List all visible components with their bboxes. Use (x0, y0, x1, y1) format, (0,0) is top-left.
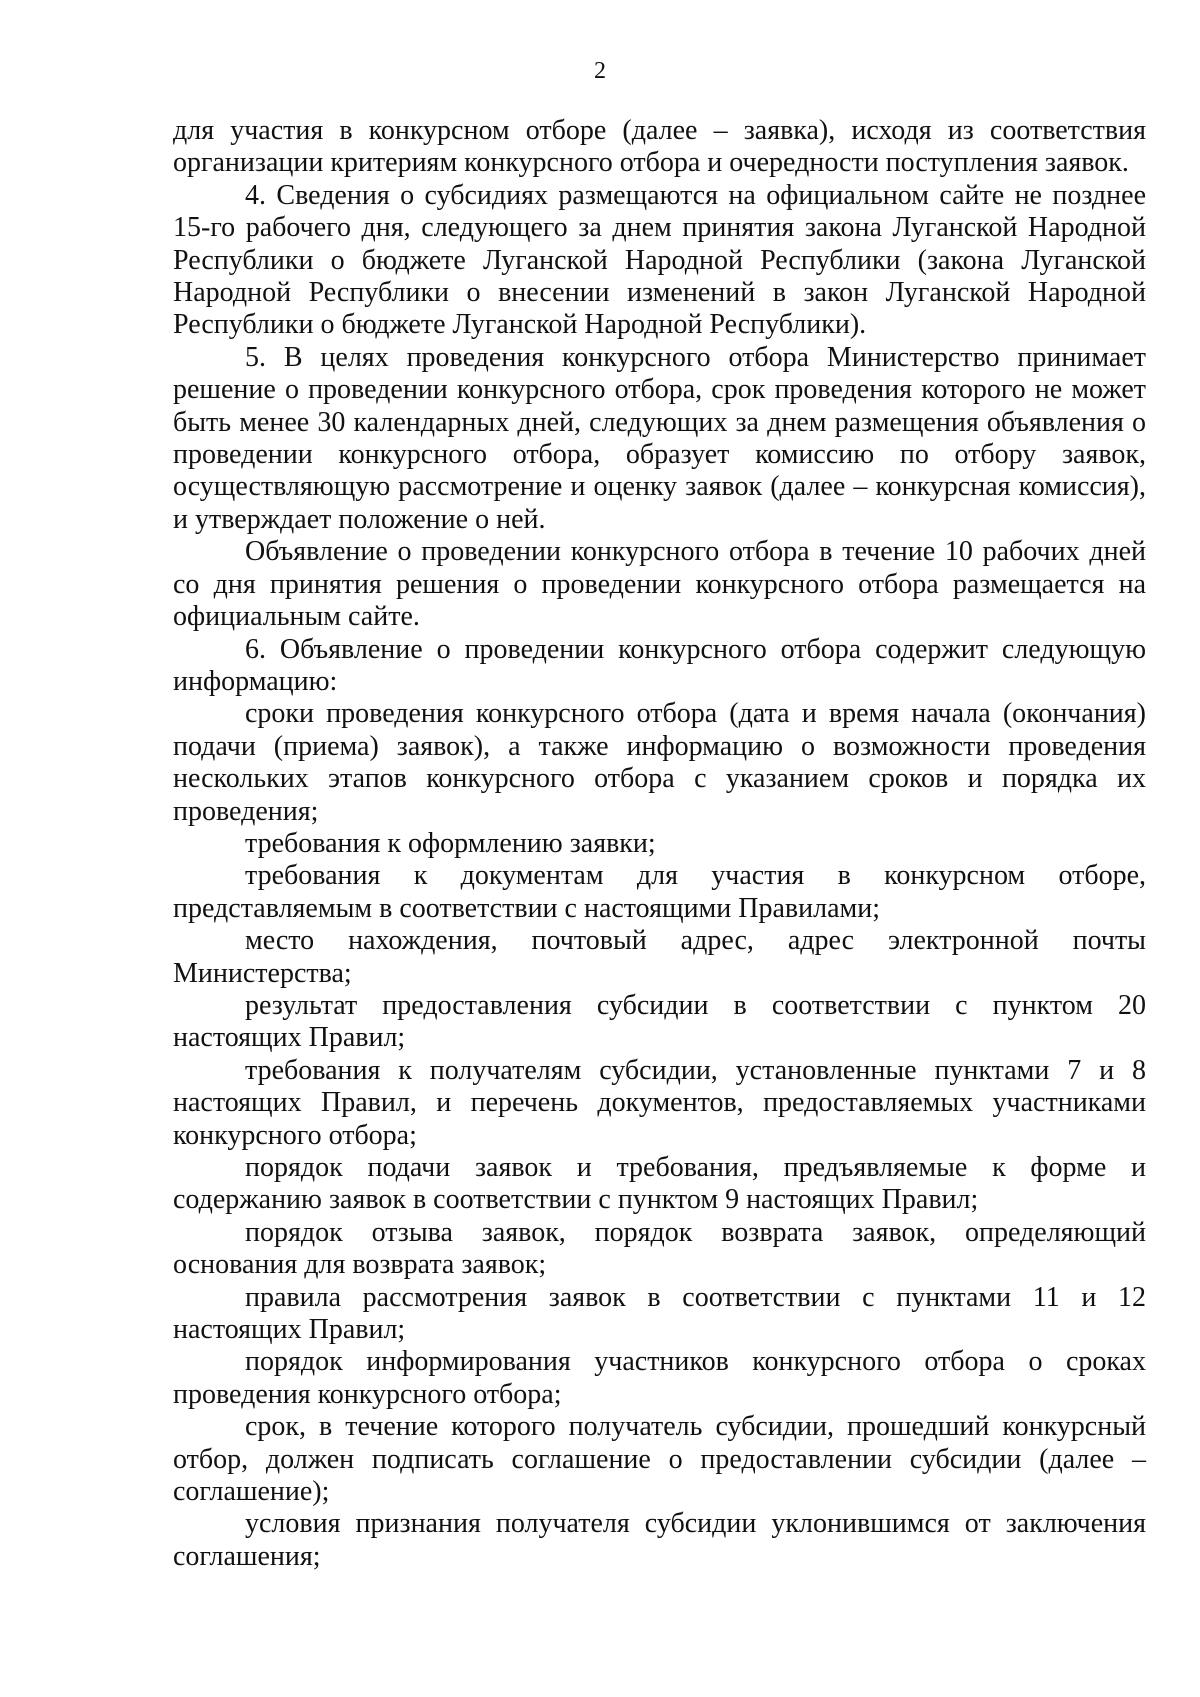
document-body (173, 115, 1146, 1573)
page-number: 2 (594, 58, 606, 84)
paragraph-continuation: для участия в конкурсном отборе (далее – заявка), исходя из соответствия организации критериям конкурсного отбора и очередности поступления заявок. (173, 115, 1146, 179)
list-item-recipient-requirements: требования к получателям субсидии, установленные пунктами 7 и 8 настоящих Правил, и перечень документов, предоставляемых участниками конкурсного отбора; (173, 1054, 1146, 1151)
list-item-deadlines: сроки проведения конкурсного отбора (дата и время начала (окончания) подачи (приема) заявок), а также информацию о возможности проведения нескольких этапов конкурсного отбора с указанием сроков и порядка их проведения; (173, 698, 1146, 827)
paragraph-announcement: Объявление о проведении конкурсного отбора в течение 10 рабочих дней со дня принятия решения о проведении конкурсного отбора размещается на официальным сайте. (173, 536, 1146, 633)
paragraph-item-4: 4. Сведения о субсидиях размещаются на официальном сайте не позднее 15-го рабочего дня, следующего за днем принятия закона Луганской Народной Республики о бюджете Луганской Народной Республики (закона Луганской Народной Республики о внесении изменений в закон Луганской Народной Республики о бюджете Луганской Народной Республики). (173, 179, 1146, 341)
list-item-application-format: требования к оформлению заявки; (245, 827, 656, 859)
list-item-subsidy-result: результат предоставления субсидии в соответствии с пунктом 20 настоящих Правил; (173, 989, 1146, 1054)
list-item-evasion-conditions: условия признания получателя субсидии уклонившимся от заключения соглашения; (173, 1508, 1146, 1572)
list-item-signing-deadline: срок, в течение которого получатель субсидии, прошедший конкурсный отбор, должен подписать соглашение о предоставлении субсидии (далее – соглашение); (173, 1411, 1146, 1508)
list-item-ministry-address: место нахождения, почтовый адрес, адрес электронной почты Министерства; (173, 925, 1146, 989)
paragraph-item-6: 6. Объявление о проведении конкурсного отбора содержит следующую информацию: (173, 633, 1146, 697)
list-item-review-rules: правила рассмотрения заявок в соответствии с пунктами 11 и 12 настоящих Правил; (173, 1281, 1146, 1346)
list-item-withdrawal-procedure: порядок отзыва заявок, порядок возврата заявок, определяющий основания для возврата заявок; (173, 1216, 1146, 1281)
list-item-notification-procedure: порядок информирования участников конкурсного отбора о сроках проведения конкурсного отбора; (173, 1346, 1146, 1410)
list-item-submission-procedure: порядок подачи заявок и требования, предъявляемые к форме и содержанию заявок в соответствии с пунктом 9 настоящих Правил; (173, 1152, 1146, 1216)
list-item-document-requirements: требования к документам для участия в конкурсном отборе, представляемым в соответствии с настоящими Правилами; (173, 860, 1146, 924)
paragraph-item-5: 5. В целях проведения конкурсного отбора Министерство принимает решение о проведении конкурсного отбора, срок проведения которого не может быть менее 30 календарных дней, следующих за днем размещения объявления о проведении конкурсного отбора, образует комиссию по отбору заявок, осуществляющую рассмотрение и оценку заявок (далее – конкурсная комиссия), и утверждает положение о ней. (173, 341, 1146, 535)
